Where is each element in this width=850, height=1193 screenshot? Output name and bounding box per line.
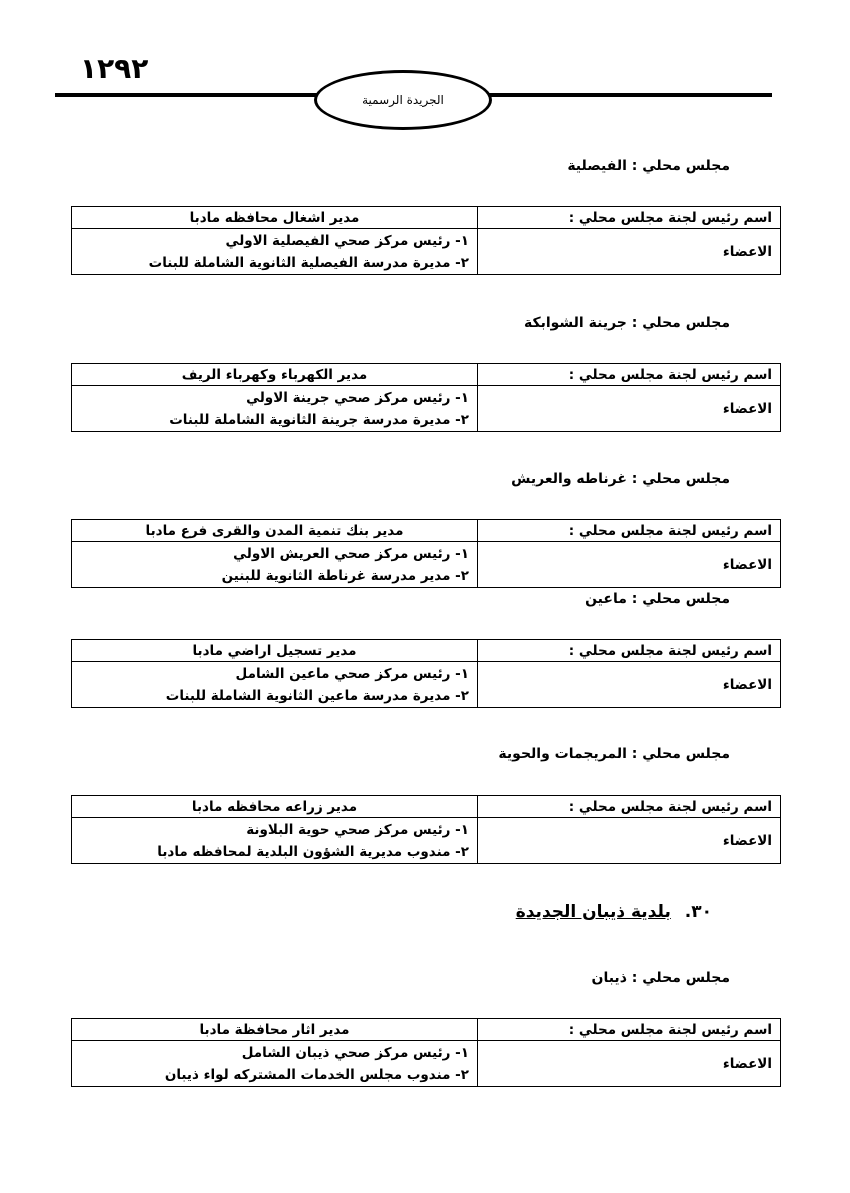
council-title: مجلس محلي : ماعين <box>585 591 730 607</box>
council-title: مجلس محلي : غرناطه والعريش <box>511 471 730 487</box>
committee-head-value: مدير زراعه محافظه مادبا <box>72 796 478 818</box>
members-list <box>72 662 478 708</box>
section-heading <box>516 902 712 922</box>
members-list <box>72 229 478 275</box>
member-item: ١- رئيس مركز صحي جرينة الاولي <box>246 389 469 406</box>
members-list <box>72 542 478 588</box>
council-table <box>71 1018 781 1087</box>
members-label: الاعضاء <box>478 818 781 864</box>
council-title: مجلس محلي : ذيبان <box>591 970 730 986</box>
section-number: ٣٠. <box>684 902 712 922</box>
member-item: ١- رئيس مركز صحي حوية البلاونة <box>246 821 469 838</box>
section-title: بلدية ذيبان الجديدة <box>515 902 671 922</box>
council-table <box>71 795 781 864</box>
members-list <box>72 1041 478 1087</box>
committee-head-label: اسم رئيس لجنة مجلس محلي : <box>478 640 781 662</box>
committee-head-label: اسم رئيس لجنة مجلس محلي : <box>478 364 781 386</box>
committee-head-label: اسم رئيس لجنة مجلس محلي : <box>478 1019 781 1041</box>
council-title: مجلس محلي : الفيصلية <box>567 158 730 174</box>
member-item: ٢- مندوب مديرية الشؤون البلدية لمحافظه مادبا <box>157 843 469 860</box>
council-table <box>71 206 781 275</box>
members-label: الاعضاء <box>478 1041 781 1087</box>
member-item: ٢- مندوب مجلس الخدمات المشتركه لواء ذيبان <box>164 1066 469 1083</box>
members-list <box>72 386 478 432</box>
council-table <box>71 639 781 708</box>
committee-head-label: اسم رئيس لجنة مجلس محلي : <box>478 796 781 818</box>
members-label: الاعضاء <box>478 542 781 588</box>
page-number: ١٢٩٢ <box>80 52 149 85</box>
member-item: ٢- مديرة مدرسة جرينة الثانوية الشاملة للبنات <box>169 411 469 428</box>
committee-head-value: مدير الكهرباء وكهرباء الريف <box>72 364 478 386</box>
member-item: ١- رئيس مركز صحي ماعين الشامل <box>235 665 469 682</box>
members-list <box>72 818 478 864</box>
council-table <box>71 519 781 588</box>
member-item: ٢- مديرة مدرسة الفيصلية الثانوية الشاملة للبنات <box>148 254 469 271</box>
member-item: ١- رئيس مركز صحي ذيبان الشامل <box>241 1044 469 1061</box>
gazette-title-oval <box>314 70 492 130</box>
council-title: مجلس محلي : المريجمات والحوية <box>498 746 730 762</box>
council-table <box>71 363 781 432</box>
committee-head-value: مدير تسجيل اراضي مادبا <box>72 640 478 662</box>
member-item: ١- رئيس مركز صحي العريش الاولي <box>233 545 469 562</box>
member-item: ١- رئيس مركز صحي الفيصلية الاولي <box>225 232 469 249</box>
gazette-title: الجريدة الرسمية <box>362 93 444 107</box>
committee-head-value: مدير اشغال محافظه مادبا <box>72 207 478 229</box>
committee-head-value: مدير بنك تنمية المدن والقرى فرع مادبا <box>72 520 478 542</box>
committee-head-label: اسم رئيس لجنة مجلس محلي : <box>478 207 781 229</box>
members-label: الاعضاء <box>478 229 781 275</box>
council-title: مجلس محلي : جرينة الشوابكة <box>523 315 730 331</box>
members-label: الاعضاء <box>478 662 781 708</box>
member-item: ٢- مدير مدرسة غرناطة الثانوية للبنين <box>221 567 469 584</box>
committee-head-value: مدير اثار محافظة مادبا <box>72 1019 478 1041</box>
committee-head-label: اسم رئيس لجنة مجلس محلي : <box>478 520 781 542</box>
member-item: ٢- مديرة مدرسة ماعين الثانوية الشاملة للبنات <box>165 687 469 704</box>
members-label: الاعضاء <box>478 386 781 432</box>
